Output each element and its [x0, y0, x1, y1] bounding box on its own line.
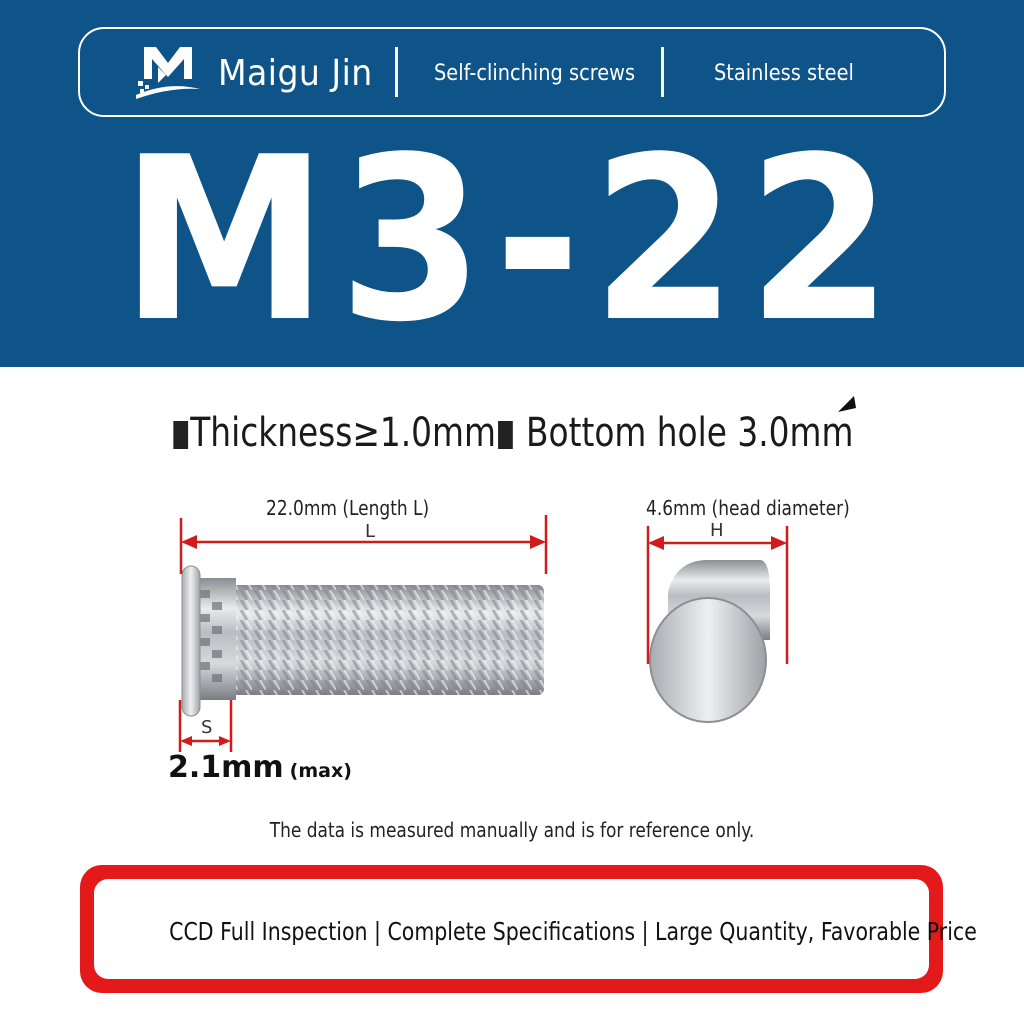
length-label: 22.0mm (Length L) [266, 496, 430, 520]
bottom-hole-spec: Bottom hole 3.0mm [526, 410, 854, 456]
length-dimension [181, 515, 546, 574]
s-letter: S [201, 717, 213, 738]
head-letter: H [710, 520, 724, 541]
s-value [168, 750, 352, 785]
thickness-spec: Thickness≥1.0mm [190, 410, 496, 456]
product-type: Self-clinching screws [434, 61, 636, 86]
disclaimer: The data is measured manually and is for reference only. [269, 818, 755, 842]
tagline-frame [80, 865, 977, 993]
screw-end-view [650, 560, 770, 722]
brand-name: Maigu Jin [218, 53, 373, 94]
material: Stainless steel [714, 61, 854, 86]
screw-side-view [182, 566, 544, 716]
s-value-note: (max) [289, 760, 352, 782]
tagline-inner [94, 879, 977, 979]
length-letter: L [365, 521, 376, 542]
tagline: CCD Full Inspection | Complete Specifications | Large Quantity, Favorable Price [169, 917, 977, 946]
corner-mark-icon [838, 396, 856, 412]
s-value-number: 2.1mm [168, 750, 284, 785]
model-number: M3-22 [120, 109, 904, 372]
head-diameter-label: 4.6mm (head diameter) [646, 496, 850, 520]
